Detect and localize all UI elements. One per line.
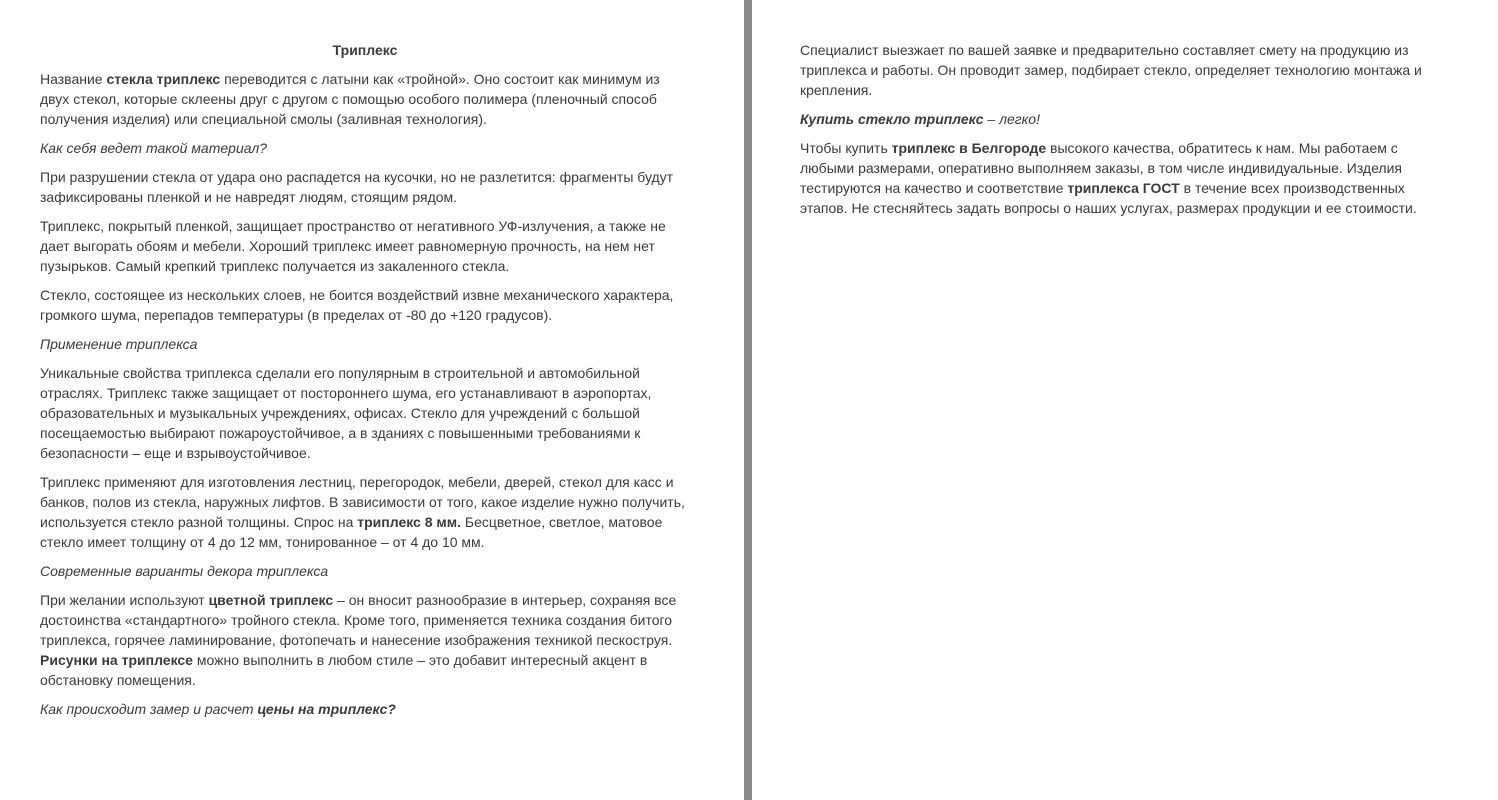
section-heading (40, 334, 690, 354)
text-run: Как себя ведет такой материал? (40, 140, 268, 156)
text-run: Бесцветное, светлое, матовое стекло имеет толщину от 4 до 12 мм, тонированное – от 4 до 10 мм. (40, 514, 663, 550)
text-run: в течение всех производственных этапов. Не стесняйтесь задать вопросы о наших услугах, размерах продукции и ее стоимости. (800, 180, 1417, 216)
text-run: При желании используют (40, 592, 209, 608)
section-heading (40, 699, 690, 719)
text-run: Применение триплекса (40, 336, 198, 352)
paragraph (800, 40, 1432, 100)
page-left-content (40, 69, 690, 719)
text-run: Триплекс применяют для изготовления лестниц, перегородок, мебели, дверей, стекол для касс и банков, полов из стекла, наружных лифтов. В зависимости от того, какое изделие нужно получить, используется стекло разной толщины. Спрос на (40, 474, 685, 530)
page-divider (744, 0, 752, 800)
text-run: – он вносит разнообразие в интерьер, сохраняя все достоинства «стандартного» тройного стекла. Кроме того, применяется техника создания битого триплекса, горячее ламинирование, фотопечать и нанесение изображения техникой пескоструя. (40, 592, 677, 648)
text-run: – легко! (983, 111, 1040, 127)
paragraph (40, 285, 690, 325)
text-run: Специалист выезжает по вашей заявке и предварительно составляет смету на продукцию из триплекса и работы. Он проводит замер, подбирает стекло, определяет технологию монтажа и крепления. (800, 42, 1422, 98)
section-heading (40, 561, 690, 581)
paragraph (40, 363, 690, 463)
section-heading (800, 109, 1432, 129)
text-run: можно выполнить в любом стиле – это добавит интересный акцент в обстановку помещения. (40, 652, 648, 688)
paragraph (40, 69, 690, 129)
text-run: триплекс 8 мм. (357, 514, 462, 530)
paragraph (800, 138, 1432, 218)
text-run: триплекс в Белгороде (891, 140, 1047, 156)
text-run: цены на триплекс? (257, 701, 396, 717)
text-run: переводится с латыни как «тройной». Оно состоит как минимум из двух стекол, которые склеены друг с другом с помощью особого полимера (пленочный способ получения изделия) или специальной смолы (заливная технология). (40, 71, 660, 127)
text-run: Уникальные свойства триплекса сделали его популярным в строительной и автомобильной отраслях. Триплекс также защищает от постороннего шума, его устанавливают в аэропортах, образовательных и музыкальных учреждениях, офисах. Стекло для учреждений с большой посещаемостью выбирают пожароустойчивое, а в зданиях с повышенными требованиями к безопасности – еще и взрывоустойчивое. (40, 365, 652, 461)
page-right (752, 0, 1498, 800)
page-right-content (800, 40, 1432, 218)
text-run: стекла триплекс (106, 71, 221, 87)
text-run: триплекса ГОСТ (1067, 180, 1180, 196)
text-run: цветной триплекс (208, 592, 334, 608)
section-heading (40, 138, 690, 158)
text-run: Купить стекло триплекс (800, 111, 984, 127)
text-run: При разрушении стекла от удара оно распадется на кусочки, но не разлетится: фрагменты будут зафиксированы пленкой и не навредят людям, стоящим рядом. (40, 169, 674, 205)
text-run: Рисунки на триплексе (40, 652, 193, 668)
page-left (0, 0, 744, 800)
text-run: Чтобы купить (800, 140, 892, 156)
paragraph (40, 590, 690, 690)
text-run: Как происходит замер и расчет (40, 701, 258, 717)
paragraph (40, 472, 690, 552)
text-run: Название (40, 71, 107, 87)
text-run: Стекло, состоящее из нескольких слоев, не боится воздействий извне механического характера, громкого шума, перепадов температуры (в пределах от -80 до +120 градусов). (40, 287, 674, 323)
paragraph (40, 216, 690, 276)
text-run: высокого качества, обратитесь к нам. Мы работаем с любыми размерами, оперативно выполняем заказы, в том числе индивидуальные. Изделия тестируются на качество и соответствие (800, 140, 1402, 196)
text-run: Триплекс, покрытый пленкой, защищает пространство от негативного УФ-излучения, а также не дает выгорать обоям и мебели. Хороший триплекс имеет равномерную прочность, на нем нет пузырьков. Самый крепкий триплекс получается из закаленного стекла. (40, 218, 666, 274)
paragraph (40, 167, 690, 207)
document-title: Триплекс (332, 42, 398, 58)
text-run: Современные варианты декора триплекса (40, 563, 329, 579)
